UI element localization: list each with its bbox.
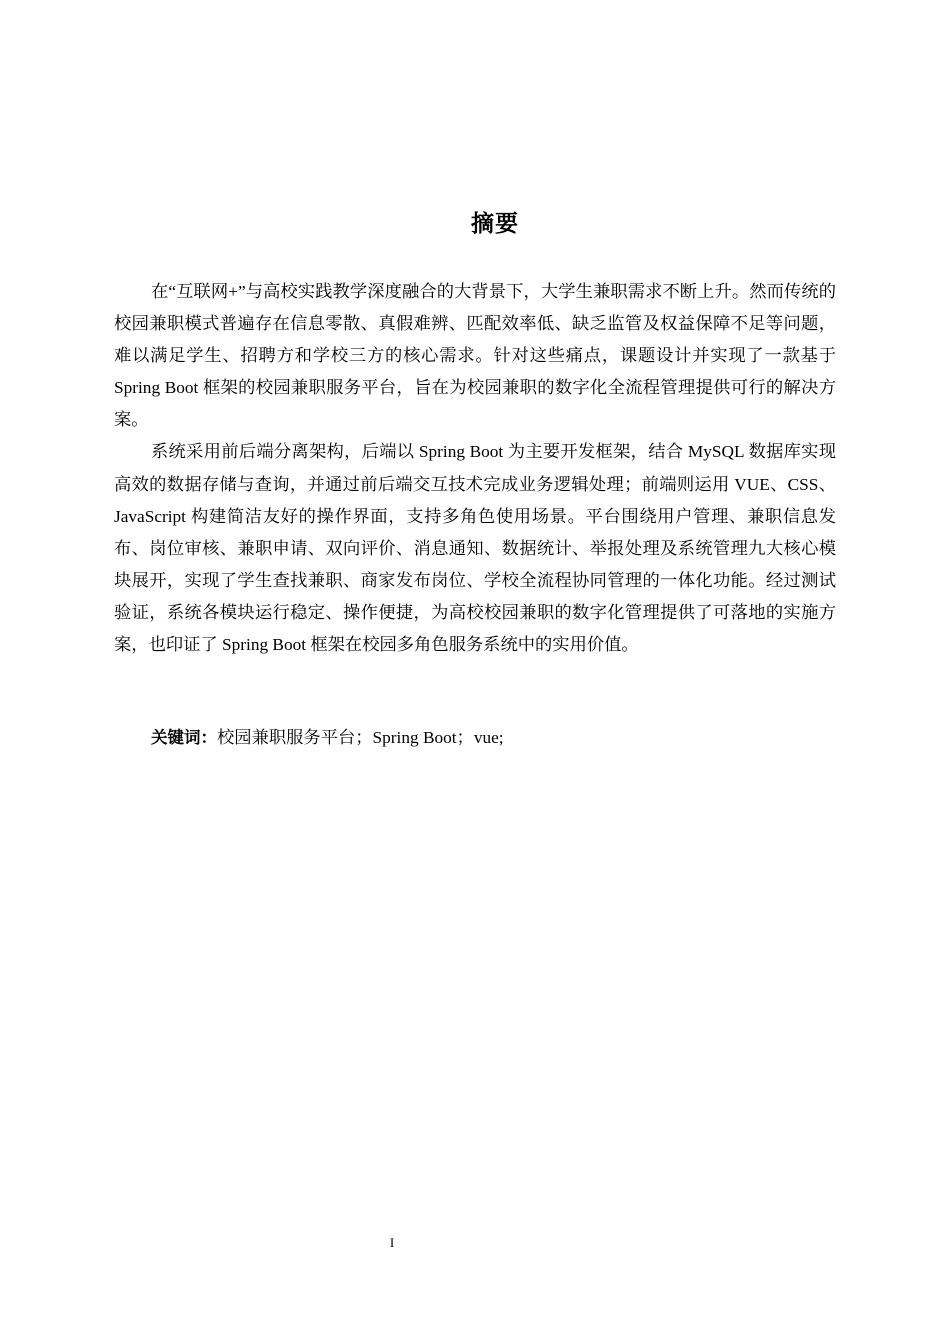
abstract-paragraph-2: 系统采用前后端分离架构，后端以 Spring Boot 为主要开发框架，结合 MySQL 数据库实现高效的数据存储与查询，并通过前后端交互技术完成业务逻辑处理；前端则运用 VUE、CSS、JavaScript 构建简洁友好的操作界面，支持多角色使用场景。平台围绕用户管理、兼职信息发布、岗位审核、兼职申请、双向评价、消息通知、数据统计、举报处理及系统管理九大核心模块展开，实现了学生查找兼职、商家发布岗位、学校全流程协同管理的一体化功能。经过测试验证，系统各模块运行稳定、操作便捷，为高校校园兼职的数字化管理提供了可落地的实施方案，也印证了 Spring Boot 框架在校园多角色服务系统中的实用价值。 bbox=[114, 442, 836, 655]
abstract-body bbox=[114, 276, 836, 661]
keywords-value: 校园兼职服务平台；Spring Boot；vue; bbox=[217, 728, 504, 747]
keywords-line bbox=[151, 722, 841, 754]
keywords-label: 关键词： bbox=[151, 728, 217, 747]
abstract-paragraph-1: 在“互联网+”与高校实践教学深度融合的大背景下，大学生兼职需求不断上升。然而传统的校园兼职模式普遍存在信息零散、真假难辨、匹配效率低、缺乏监管及权益保障不足等问题，难以满足学生、招聘方和学校三方的核心需求。针对这些痛点，课题设计并实现了一款基于 Spring Boot 框架的校园兼职服务平台，旨在为校园兼职的数字化全流程管理提供可行的解决方案。 bbox=[114, 282, 836, 430]
page-number: I bbox=[389, 1235, 395, 1250]
page-title: 摘要 bbox=[471, 211, 519, 237]
